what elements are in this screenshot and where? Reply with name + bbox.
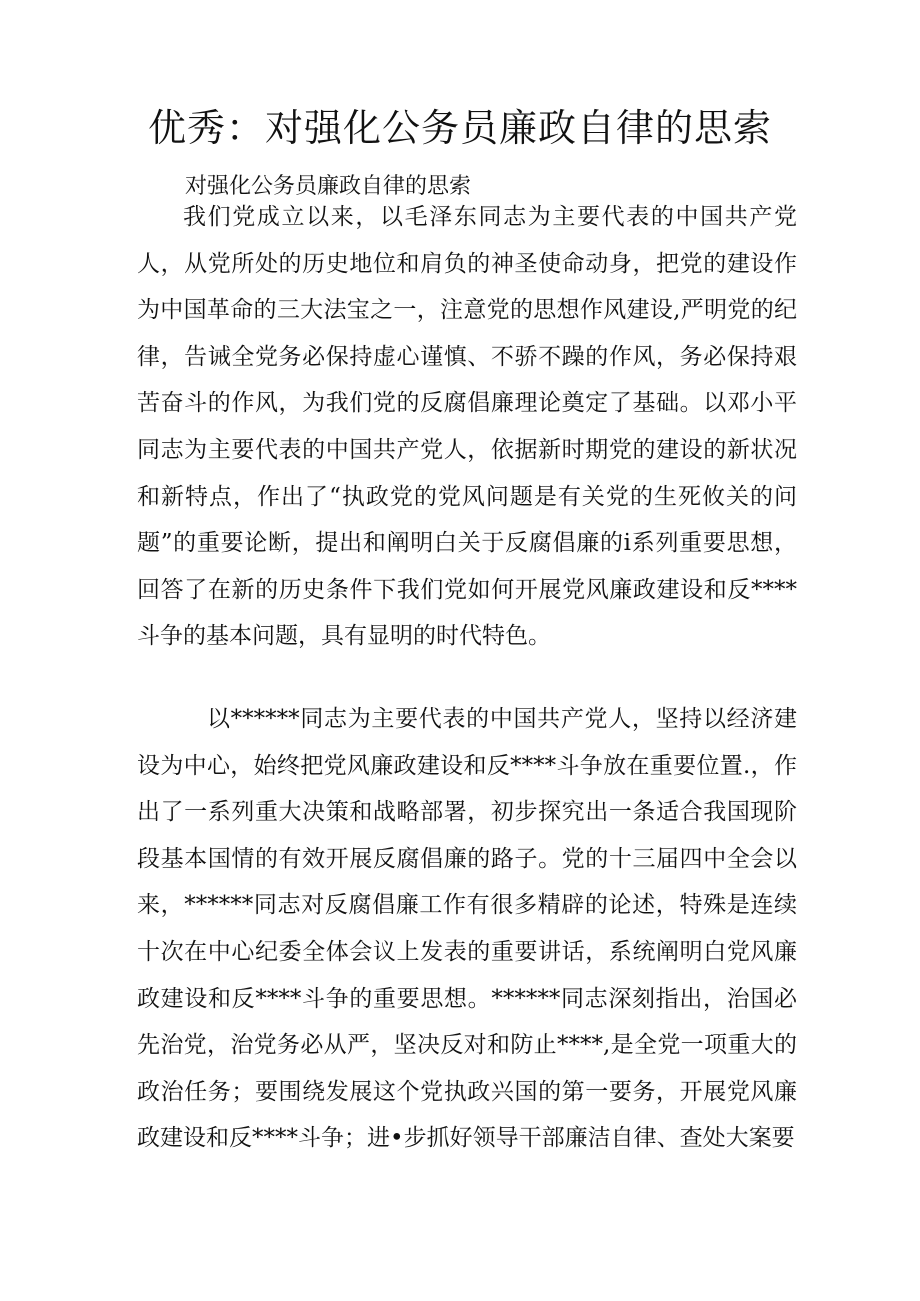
paragraph-2: 以******同志为主要代表的中国共产党人，坚持以经济建设为中心，始终把党风廉政建设和反****斗争放在重要位置.，作出了一系列重大决策和战略部署，初步探究出一条适合我国现阶段基本国情的有效开展反腐倡廉的路子。党的十三届四中全会以来，******同志对反腐倡廉工作有很多精辟的论述，特殊是连续十次在中心纪委全体会议上发表的重要讲话，系统阐明白党风廉政建设和反****斗争的重要思想。******同志深刻指出，治国必先治党，治党务必从严，坚决反对和防止****,是全党一项重大的政治任务；要围绕发展这个党执政兴国的第一要务，开展党风廉政建设和反****斗争；进•步抓好领导干部廉洁自律、查处大案要 bbox=[137, 706, 797, 1152]
paragraph-1: 我们党成立以来，以毛泽东同志为主要代表的中国共产党人，从党所处的历史地位和肩负的神圣使命动身，把党的建设作为中国革命的三大法宝之一，注意党的思想作风建设,严明党的纪律，告诫全党务必保持虚心谨慎、不骄不躁的作风，务必保持艰苦奋斗的作风，为我们党的反腐倡廉理论奠定了基础。以邓小平同志为主要代表的中国共产党人，依据新时期党的建设的新状况和新特点，作出了“执政党的党风问题是有关党的生死攸关的问题”的重要论断，提出和阐明白关于反腐倡廉的i系列重要思想，回答了在新的历史条件下我们党如何开展党风廉政建设和反****斗争的基本问题，具有显明的时代特色。 bbox=[137, 204, 797, 650]
document-subtitle: 对强化公务员廉政自律的思索 bbox=[185, 174, 472, 199]
document-title: 优秀：对强化公务员廉政自律的思索 bbox=[147, 106, 772, 150]
